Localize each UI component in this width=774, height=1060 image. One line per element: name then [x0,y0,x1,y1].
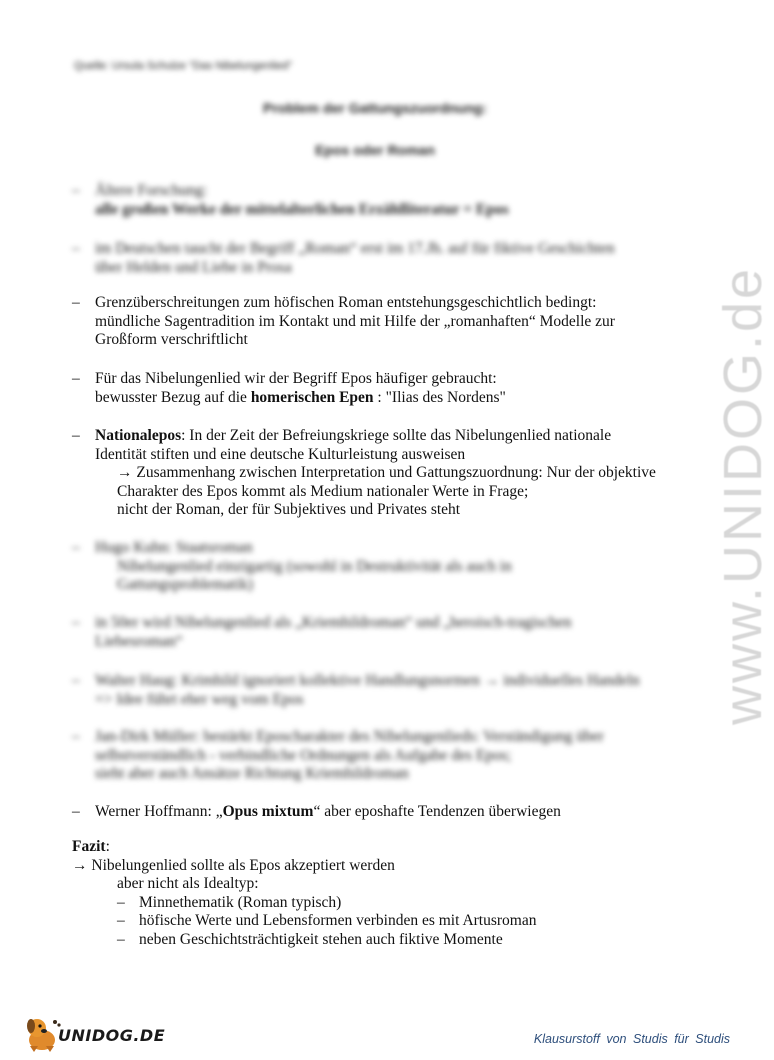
item-line [95,427,712,446]
item-line: Hugo Kuhn: Staatsroman [95,539,253,556]
dash: – [72,614,80,631]
fazit-bullet [117,912,712,931]
list-item [72,294,712,350]
list-item [72,182,712,219]
bullet-text: höfische Werte und Lebensformen verbinden es mit Artusroman [139,912,537,929]
page-title: Problem der Gattungszuordnung: [263,100,487,116]
dash: – [117,893,125,911]
fazit-heading: Fazit [72,838,106,855]
dash: – [72,182,80,199]
list-item [72,803,712,822]
list-item [72,728,712,784]
dog-icon [22,1014,62,1054]
list-item [72,370,712,407]
fazit-colon: : [105,838,110,855]
item-line: Nibelungenlied einzigartig (sowohl in Destruktivität als auch in [117,557,512,575]
item-line [95,389,712,408]
dash: – [72,240,80,257]
text-run: bewusster Bezug auf die [95,388,251,406]
bullet-text: Minnethematik (Roman typisch) [139,893,342,911]
item-line: Gattungsproblematik) [117,576,254,593]
item-line: Für das Nibelungenlied wir der Begriff Epos häufiger gebraucht: [95,370,497,387]
footer-tagline: Klausurstoff von Studis für Studis [533,1032,730,1046]
list-item [72,240,712,277]
fazit-bullet [117,894,712,913]
text-run: Werner Hoffmann: „ [95,803,223,820]
item-line: Liebesroman“ [95,632,183,650]
dash: – [72,728,80,745]
item-line [95,803,712,822]
dash: – [72,539,80,556]
list-item [72,672,712,709]
fazit-bullet [117,931,712,950]
bold-term: Nationalepos [95,427,182,444]
item-line: Walter Haug: Krimhild ignoriert kollektive Handlungsnormen → individuelles Handeln [95,672,640,689]
dash: – [117,930,125,948]
list-item [72,427,712,520]
page-subtitle: Epos oder Roman [315,142,435,158]
item-line: alle großen Werke der mittelalterlichen Erzählliteratur = Epos [95,200,509,218]
item-line: Identität stiften und eine deutsche Kulturleistung ausweisen [95,445,466,463]
dash: – [117,912,125,929]
bold-term: homerischen Epen [250,388,374,406]
item-line: Jan-Dirk Müller: bestärkt Eposcharakter des Nibelungenlieds: Verständigung über [95,728,604,745]
dash: – [72,294,80,311]
item-line: Großform verschriftlicht [95,331,248,348]
list-item [72,614,712,651]
item-line: Charakter des Epos kommt als Medium nationaler Werte in Frage; [117,482,529,500]
list-item [72,539,712,595]
fazit-line: aber nicht als Idealtyp: [117,875,259,892]
dash: – [72,370,80,387]
item-line: über Helden und Liebe in Prosa [95,258,292,276]
dash: – [72,672,80,689]
unidog-logo [22,1014,166,1054]
logo-text: UNIDOG.DE [58,1026,166,1045]
fazit-section [72,838,712,949]
watermark-text: www.UNIDOG.de [713,265,773,725]
item-line: nicht der Roman, der für Subjektives und Privates steht [117,501,461,518]
bold-term: Opus mixtum [222,803,314,820]
text-run: “ aber eposhafte Tendenzen überwiegen [313,803,561,820]
item-line: Ältere Forschung: [95,182,208,199]
item-line: → Zusammenhang zwischen Interpretation und Gattungszuordnung: Nur der objektive [117,464,656,481]
dash: – [72,803,80,820]
fazit-line: → Nibelungenlied sollte als Epos akzeptiert werden [72,856,395,874]
item-line: Grenzüberschreitungen zum höfischen Roman entstehungsgeschichtlich bedingt: [95,294,597,311]
item-line: => Idee führt eher weg vom Epos [95,690,304,708]
item-line: mündliche Sagentradition im Kontakt und mit Hilfe der „romanhaften“ Modelle zur [95,312,615,330]
text-run: : In der Zeit der Befreiungskriege sollte das Nibelungenlied nationale [181,427,612,444]
item-line: in 50er wird Nibelungenlied als „Kriemhildroman“ und „heroisch-tragischen [95,614,572,631]
bullet-text: neben Geschichtsträchtigkeit stehen auch fiktive Momente [139,930,503,948]
fazit-heading-line [72,838,712,857]
item-line: im Deutschen taucht der Begriff „Roman“ erst im 17.Jh. auf für fiktive Geschichten [95,240,615,257]
source-line: Quelle: Ursula Schulze "Das Nibelungenlied" [74,60,293,72]
text-run: : "Ilias des Nordens" [373,388,506,406]
item-line: sieht aber auch Ansätze Richtung Kriemhildroman [95,765,409,782]
item-line: selbstverständlich - verbindliche Ordnungen als Aufgabe des Epos; [95,746,512,764]
dash: – [72,427,80,444]
fazit-bullets [72,894,712,950]
